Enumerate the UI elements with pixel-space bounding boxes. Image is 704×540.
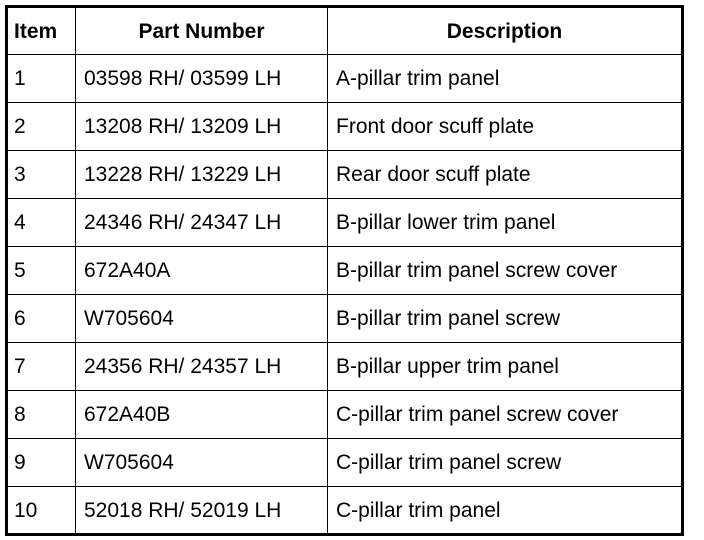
part-number-cell: 24356 RH/ 24357 LH	[76, 343, 328, 391]
description-cell: C-pillar trim panel screw	[328, 439, 683, 487]
column-header-item: Item	[7, 7, 76, 55]
parts-table-container	[5, 5, 684, 536]
table-header-row	[7, 7, 683, 55]
part-number-cell: 24346 RH/ 24347 LH	[76, 199, 328, 247]
part-number-cell: 13228 RH/ 13229 LH	[76, 151, 328, 199]
table-row	[7, 343, 683, 391]
table-row	[7, 391, 683, 439]
parts-table	[5, 5, 684, 536]
description-cell: Front door scuff plate	[328, 103, 683, 151]
item-cell: 4	[7, 199, 76, 247]
table-row	[7, 247, 683, 295]
table-row	[7, 487, 683, 535]
item-cell: 2	[7, 103, 76, 151]
part-number-cell: 13208 RH/ 13209 LH	[76, 103, 328, 151]
part-number-cell: 03598 RH/ 03599 LH	[76, 55, 328, 103]
table-row	[7, 199, 683, 247]
item-cell: 9	[7, 439, 76, 487]
table-row	[7, 55, 683, 103]
description-cell: C-pillar trim panel screw cover	[328, 391, 683, 439]
column-header-description: Description	[328, 7, 683, 55]
table-row	[7, 295, 683, 343]
description-cell: B-pillar lower trim panel	[328, 199, 683, 247]
part-number-cell: 52018 RH/ 52019 LH	[76, 487, 328, 535]
description-cell: Rear door scuff plate	[328, 151, 683, 199]
item-cell: 5	[7, 247, 76, 295]
table-row	[7, 439, 683, 487]
description-cell: B-pillar trim panel screw	[328, 295, 683, 343]
part-number-cell: W705604	[76, 439, 328, 487]
description-cell: B-pillar upper trim panel	[328, 343, 683, 391]
table-row	[7, 103, 683, 151]
column-header-part-number: Part Number	[76, 7, 328, 55]
description-cell: A-pillar trim panel	[328, 55, 683, 103]
item-cell: 3	[7, 151, 76, 199]
description-cell: B-pillar trim panel screw cover	[328, 247, 683, 295]
item-cell: 8	[7, 391, 76, 439]
item-cell: 7	[7, 343, 76, 391]
table-row	[7, 151, 683, 199]
item-cell: 6	[7, 295, 76, 343]
description-cell: C-pillar trim panel	[328, 487, 683, 535]
part-number-cell: W705604	[76, 295, 328, 343]
part-number-cell: 672A40B	[76, 391, 328, 439]
item-cell: 1	[7, 55, 76, 103]
part-number-cell: 672A40A	[76, 247, 328, 295]
item-cell: 10	[7, 487, 76, 535]
